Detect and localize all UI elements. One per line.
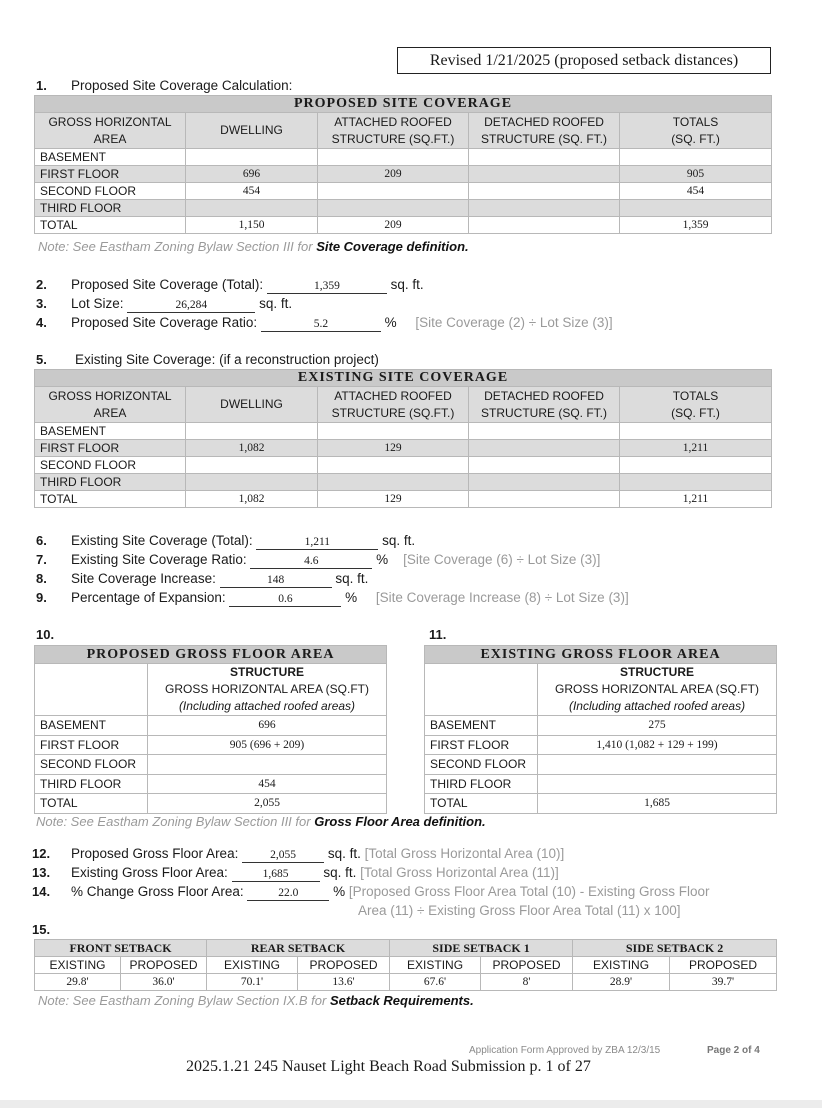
item-12-value: 2,055 xyxy=(242,849,324,863)
item-4: 4. xyxy=(36,315,47,330)
item-14-formula-continued: Area (11) ÷ Existing Gross Floor Area Total (11) x 100] xyxy=(358,903,681,918)
structure-header: STRUCTURE GROSS HORIZONTAL AREA (SQ.FT) (Including attached roofed areas) xyxy=(538,664,777,716)
section-15-number: 15. xyxy=(32,922,51,937)
cell xyxy=(538,755,777,775)
row-label: FIRST FLOOR xyxy=(425,735,538,755)
cell xyxy=(318,474,469,491)
cell: 454 xyxy=(186,183,318,200)
cell: 129 xyxy=(318,491,469,508)
setback-value: 39.7' xyxy=(670,974,777,991)
setback-value: 28.9' xyxy=(573,974,670,991)
header-cell: ATTACHED ROOFED STRUCTURE (SQ.FT.) xyxy=(318,113,469,149)
row-label: TOTAL xyxy=(35,217,186,234)
table-row xyxy=(425,794,777,814)
item-7: 7. xyxy=(36,552,47,567)
table-row xyxy=(35,716,387,736)
cell xyxy=(538,774,777,794)
table-row xyxy=(35,166,772,183)
item-13: 13. xyxy=(32,865,51,880)
item-2: 2. xyxy=(36,277,47,292)
cell xyxy=(469,200,620,217)
cell: 1,211 xyxy=(620,491,772,508)
setback-table xyxy=(34,939,777,991)
header-cell: TOTALS (SQ. FT.) xyxy=(620,113,772,149)
row-label: SECOND FLOOR xyxy=(35,457,186,474)
cell xyxy=(186,149,318,166)
table-row xyxy=(425,755,777,775)
blank-cell xyxy=(425,664,538,716)
setback-value: 8' xyxy=(481,974,573,991)
item-12: 12. xyxy=(32,846,51,861)
cell xyxy=(620,457,772,474)
cell xyxy=(620,149,772,166)
setback-value: 70.1' xyxy=(207,974,298,991)
row-label: BASEMENT xyxy=(425,716,538,736)
item-6-value: 1,211 xyxy=(256,536,378,550)
item-13-value: 1,685 xyxy=(232,868,320,882)
header-cell: TOTALS (SQ. FT.) xyxy=(620,387,772,423)
cell xyxy=(318,457,469,474)
table-row xyxy=(425,716,777,736)
cell xyxy=(469,149,620,166)
setback-subheader: PROPOSED xyxy=(670,957,777,974)
item-12-row: Proposed Gross Floor Area: 2,055 sq. ft. [Total Gross Horizontal Area (10)] xyxy=(71,846,565,861)
table-row xyxy=(425,774,777,794)
cell xyxy=(318,149,469,166)
cell: 696 xyxy=(148,716,387,736)
front-setback-header: FRONT SETBACK xyxy=(35,940,207,957)
cell: 1,082 xyxy=(186,440,318,457)
item-4-row: Proposed Site Coverage Ratio: 5.2 % [Site Coverage (2) ÷ Lot Size (3)] xyxy=(71,315,613,330)
item-14: 14. xyxy=(32,884,51,899)
table-row xyxy=(35,200,772,217)
table-caption: EXISTING SITE COVERAGE xyxy=(35,370,772,387)
cell xyxy=(620,474,772,491)
setback-subheader: EXISTING xyxy=(390,957,481,974)
table-row xyxy=(35,794,387,814)
rear-setback-header: REAR SETBACK xyxy=(207,940,390,957)
setback-value: 36.0' xyxy=(121,974,207,991)
item-13-row: Existing Gross Floor Area: 1,685 sq. ft. [Total Gross Horizontal Area (11)] xyxy=(71,865,559,880)
cell xyxy=(186,474,318,491)
table-caption: EXISTING GROSS FLOOR AREA xyxy=(425,646,777,664)
table-row xyxy=(35,423,772,440)
row-label: THIRD FLOOR xyxy=(35,200,186,217)
row-label: BASEMENT xyxy=(35,423,186,440)
header-cell: DETACHED ROOFED STRUCTURE (SQ. FT.) xyxy=(469,387,620,423)
row-label: FIRST FLOOR xyxy=(35,440,186,457)
row-label: THIRD FLOOR xyxy=(35,474,186,491)
gross-floor-area-note: Note: See Eastham Zoning Bylaw Section III for Gross Floor Area definition. xyxy=(36,814,486,829)
approval-footer: Application Form Approved by ZBA 12/3/15 xyxy=(469,1045,661,1056)
row-label: TOTAL xyxy=(35,491,186,508)
row-label: FIRST FLOOR xyxy=(35,735,148,755)
existing-gross-floor-area-table xyxy=(424,645,777,814)
side-setback-2-header: SIDE SETBACK 2 xyxy=(573,940,777,957)
row-label: BASEMENT xyxy=(35,149,186,166)
cell xyxy=(186,423,318,440)
revised-box: Revised 1/21/2025 (proposed setback distances) xyxy=(397,47,771,74)
cell xyxy=(318,200,469,217)
setback-value: 13.6' xyxy=(298,974,390,991)
cell xyxy=(469,457,620,474)
setback-subheader: EXISTING xyxy=(207,957,298,974)
cell: 1,211 xyxy=(620,440,772,457)
table-row xyxy=(35,149,772,166)
item-4-value: 5.2 xyxy=(261,318,381,332)
cell: 1,359 xyxy=(620,217,772,234)
table-row xyxy=(35,774,387,794)
item-9: 9. xyxy=(36,590,47,605)
table-row xyxy=(35,755,387,775)
item-9-row: Percentage of Expansion: 0.6 % [Site Coverage Increase (8) ÷ Lot Size (3)] xyxy=(71,590,629,605)
header-cell: DWELLING xyxy=(186,387,318,423)
cell xyxy=(469,474,620,491)
section-10-number: 10. xyxy=(36,627,55,642)
item-2-value: 1,359 xyxy=(267,280,387,294)
item-7-row: Existing Site Coverage Ratio: 4.6 % [Site Coverage (6) ÷ Lot Size (3)] xyxy=(71,552,601,567)
item-8-value: 148 xyxy=(220,574,332,588)
cell: 905 xyxy=(620,166,772,183)
cell: 129 xyxy=(318,440,469,457)
section-5-title: Existing Site Coverage: (if a reconstruction project) xyxy=(75,352,379,367)
setback-subheader: EXISTING xyxy=(573,957,670,974)
item-2-row: Proposed Site Coverage (Total): 1,359 sq. ft. xyxy=(71,277,424,292)
section-11-number: 11. xyxy=(429,627,447,642)
item-6: 6. xyxy=(36,533,47,548)
table-row xyxy=(35,217,772,234)
cell xyxy=(148,755,387,775)
setback-subheader: PROPOSED xyxy=(121,957,207,974)
table-row xyxy=(35,440,772,457)
cell: 275 xyxy=(538,716,777,736)
header-cell: ATTACHED ROOFED STRUCTURE (SQ.FT.) xyxy=(318,387,469,423)
proposed-gross-floor-area-table xyxy=(34,645,387,814)
cell xyxy=(186,200,318,217)
section-5-number: 5. xyxy=(36,352,47,367)
cell xyxy=(469,183,620,200)
table-caption: PROPOSED SITE COVERAGE xyxy=(35,96,772,113)
section-1-title: Proposed Site Coverage Calculation: xyxy=(71,78,293,93)
section-1-number: 1. xyxy=(36,78,47,93)
setback-subheader: PROPOSED xyxy=(298,957,390,974)
cell: 1,150 xyxy=(186,217,318,234)
item-9-value: 0.6 xyxy=(229,593,341,607)
setback-value: 67.6' xyxy=(390,974,481,991)
row-label: TOTAL xyxy=(425,794,538,814)
row-label: FIRST FLOOR xyxy=(35,166,186,183)
cell xyxy=(318,423,469,440)
cell: 2,055 xyxy=(148,794,387,814)
item-3-row: Lot Size: 26,284 sq. ft. xyxy=(71,296,293,311)
site-coverage-note: Note: See Eastham Zoning Bylaw Section III for Site Coverage definition. xyxy=(38,239,469,254)
submission-footer: 2025.1.21 245 Nauset Light Beach Road Submission p. 1 of 27 xyxy=(186,1058,591,1075)
cell xyxy=(620,423,772,440)
item-6-row: Existing Site Coverage (Total): 1,211 sq. ft. xyxy=(71,533,416,548)
cell xyxy=(186,457,318,474)
table-row xyxy=(35,735,387,755)
row-label: TOTAL xyxy=(35,794,148,814)
proposed-site-coverage-table xyxy=(34,95,772,234)
row-label: THIRD FLOOR xyxy=(425,774,538,794)
cell: 454 xyxy=(620,183,772,200)
cell: 696 xyxy=(186,166,318,183)
table-row xyxy=(425,735,777,755)
row-label: BASEMENT xyxy=(35,716,148,736)
side-setback-1-header: SIDE SETBACK 1 xyxy=(390,940,573,957)
bottom-edge xyxy=(0,1100,822,1108)
row-label: SECOND FLOOR xyxy=(35,755,148,775)
table-row xyxy=(35,491,772,508)
table-row xyxy=(35,974,777,991)
table-row xyxy=(35,183,772,200)
cell: 454 xyxy=(148,774,387,794)
cell: 209 xyxy=(318,217,469,234)
cell: 1,685 xyxy=(538,794,777,814)
header-cell: DETACHED ROOFED STRUCTURE (SQ. FT.) xyxy=(469,113,620,149)
table-row xyxy=(35,474,772,491)
item-14-value: 22.0 xyxy=(247,887,329,901)
item-7-value: 4.6 xyxy=(250,555,372,569)
item-3: 3. xyxy=(36,296,47,311)
structure-header: STRUCTURE GROSS HORIZONTAL AREA (SQ.FT) (Including attached roofed areas) xyxy=(148,664,387,716)
row-label: THIRD FLOOR xyxy=(35,774,148,794)
page-number: Page 2 of 4 xyxy=(707,1045,760,1056)
row-label: SECOND FLOOR xyxy=(35,183,186,200)
setback-subheader: PROPOSED xyxy=(481,957,573,974)
setback-value: 29.8' xyxy=(35,974,121,991)
cell: 1,082 xyxy=(186,491,318,508)
header-cell: GROSS HORIZONTAL AREA xyxy=(35,387,186,423)
table-row xyxy=(35,457,772,474)
cell: 1,410 (1,082 + 129 + 199) xyxy=(538,735,777,755)
cell xyxy=(620,200,772,217)
cell: 209 xyxy=(318,166,469,183)
item-14-row: % Change Gross Floor Area: 22.0 % [Proposed Gross Floor Area Total (10) - Existing Gross Floor xyxy=(71,884,710,899)
blank-cell xyxy=(35,664,148,716)
cell xyxy=(469,423,620,440)
cell: 905 (696 + 209) xyxy=(148,735,387,755)
cell xyxy=(469,440,620,457)
item-8-row: Site Coverage Increase: 148 sq. ft. xyxy=(71,571,369,586)
setback-subheader: EXISTING xyxy=(35,957,121,974)
cell xyxy=(469,166,620,183)
header-cell: DWELLING xyxy=(186,113,318,149)
row-label: SECOND FLOOR xyxy=(425,755,538,775)
table-caption: PROPOSED GROSS FLOOR AREA xyxy=(35,646,387,664)
cell xyxy=(318,183,469,200)
header-cell: GROSS HORIZONTAL AREA xyxy=(35,113,186,149)
item-8: 8. xyxy=(36,571,47,586)
item-3-value: 26,284 xyxy=(127,299,255,313)
cell xyxy=(469,217,620,234)
setback-note: Note: See Eastham Zoning Bylaw Section IX.B for Setback Requirements. xyxy=(38,993,474,1008)
cell xyxy=(469,491,620,508)
existing-site-coverage-table xyxy=(34,369,772,508)
